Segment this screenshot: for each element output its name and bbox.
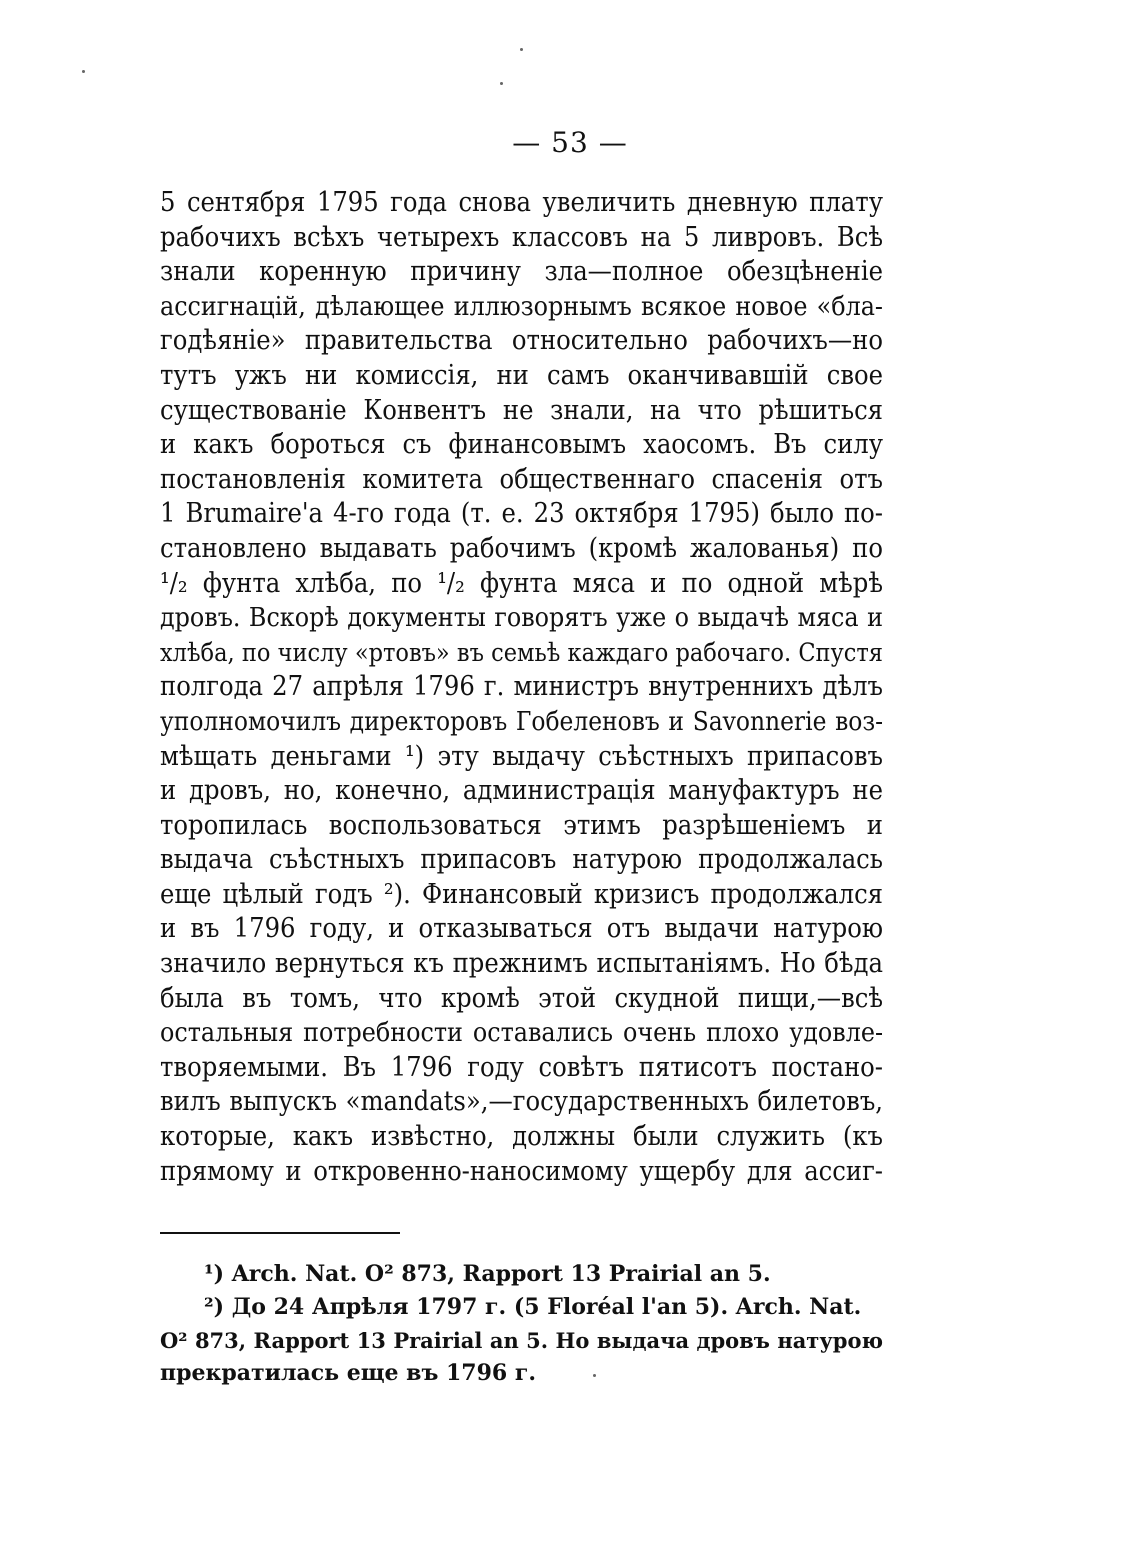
text-line: хлѣба, по числу «ртовъ» въ семьѣ каждаго рабочаго. Спустя (160, 637, 883, 667)
text-line: и дровъ, но, конечно, администрація мануфактуръ не (160, 775, 883, 807)
footnote-1: ¹) Arch. Nat. O² 873, Rapport 13 Prairial an 5. (204, 1261, 771, 1287)
text-line: рабочихъ всѣхъ четырехъ классовъ на 5 ливровъ. Всѣ (160, 221, 883, 253)
text-line: которые, какъ извѣстно, должны были служить (къ (160, 1121, 883, 1153)
footnote-2-continued: O² 873, Rapport 13 Prairial an 5. Но выдача дровъ натурою (160, 1328, 883, 1353)
text-line: становлено выдавать рабочимъ (кромѣ жалованья) по (160, 532, 883, 564)
page-number: — 53 — (512, 126, 628, 159)
text-line: мѣщать деньгами ¹) эту выдачу съѣстныхъ припасовъ (160, 740, 883, 772)
footnote-2-end: прекратилась еще въ 1796 г. (160, 1360, 537, 1386)
text-line: 1 Brumaire'a 4-го года (т. е. 23 октября 1795) было по- (160, 498, 883, 530)
text-line: значило вернуться къ прежнимъ испытаніямъ. Но бѣда (160, 948, 883, 980)
text-line: и какъ бороться съ финансовымъ хаосомъ. Въ силу (160, 429, 883, 461)
footnotes (160, 1258, 883, 1390)
text-line: была въ томъ, что кромѣ этой скудной пищи,—всѣ (160, 982, 883, 1014)
paper-speck (520, 48, 523, 51)
text-line: торопилась воспользоваться этимъ разрѣшеніемъ и (160, 809, 883, 841)
text-line: уполномочилъ директоровъ Гобеленовъ и Savonnerie воз- (160, 706, 883, 737)
text-line: тутъ ужъ ни комиссія, ни самъ оканчивавшій свое (160, 359, 883, 391)
text-line: полгода 27 апрѣля 1796 г. министръ внутреннихъ дѣлъ (160, 671, 883, 703)
text-line: творяемыми. Въ 1796 году совѣтъ пятисотъ постано- (160, 1051, 883, 1083)
text-line: знали коренную причину зла—полное обезцѣненіе (160, 256, 883, 288)
text-line: постановленія комитета общественнаго спасенія отъ (160, 463, 883, 495)
text-line: 5 сентября 1795 года снова увеличить дневную плату (160, 187, 883, 218)
text-line: ¹/₂ фунта хлѣба, по ¹/₂ фунта мяса и по одной мѣрѣ (160, 567, 883, 599)
footnote-2: ²) До 24 Апрѣля 1797 г. (5 Floréal l'an 5). Arch. Nat. (204, 1294, 862, 1320)
text-line: выдача съѣстныхъ припасовъ натурою продолжалась (160, 844, 883, 876)
text-line: существованіе Конвентъ не знали, на что рѣшиться (160, 394, 883, 426)
paper-speck (593, 1374, 596, 1377)
paper-speck (82, 70, 85, 73)
body-text (160, 186, 883, 1189)
text-line: дровъ. Вскорѣ документы говорятъ уже о выдачѣ мяса и (160, 602, 883, 634)
text-line: годѣяніе» правительства относительно рабочихъ—но (160, 325, 883, 357)
text-line: ассигнацій, дѣлающее иллюзорнымъ всякое новое «бла- (160, 290, 883, 322)
paper-speck (500, 82, 503, 85)
text-line: вилъ выпускъ «mandats»,—государственныхъ билетовъ, (160, 1086, 883, 1118)
text-line: остальныя потребности оставались очень плохо удовле- (160, 1017, 883, 1049)
text-line: и въ 1796 году, и отказываться отъ выдачи натурою (160, 913, 883, 945)
text-line: еще цѣлый годъ ²). Финансовый кризисъ продолжался (160, 878, 883, 910)
footnote-rule (160, 1232, 400, 1234)
text-line: прямому и откровенно-наносимому ущербу для ассиг- (160, 1155, 883, 1187)
